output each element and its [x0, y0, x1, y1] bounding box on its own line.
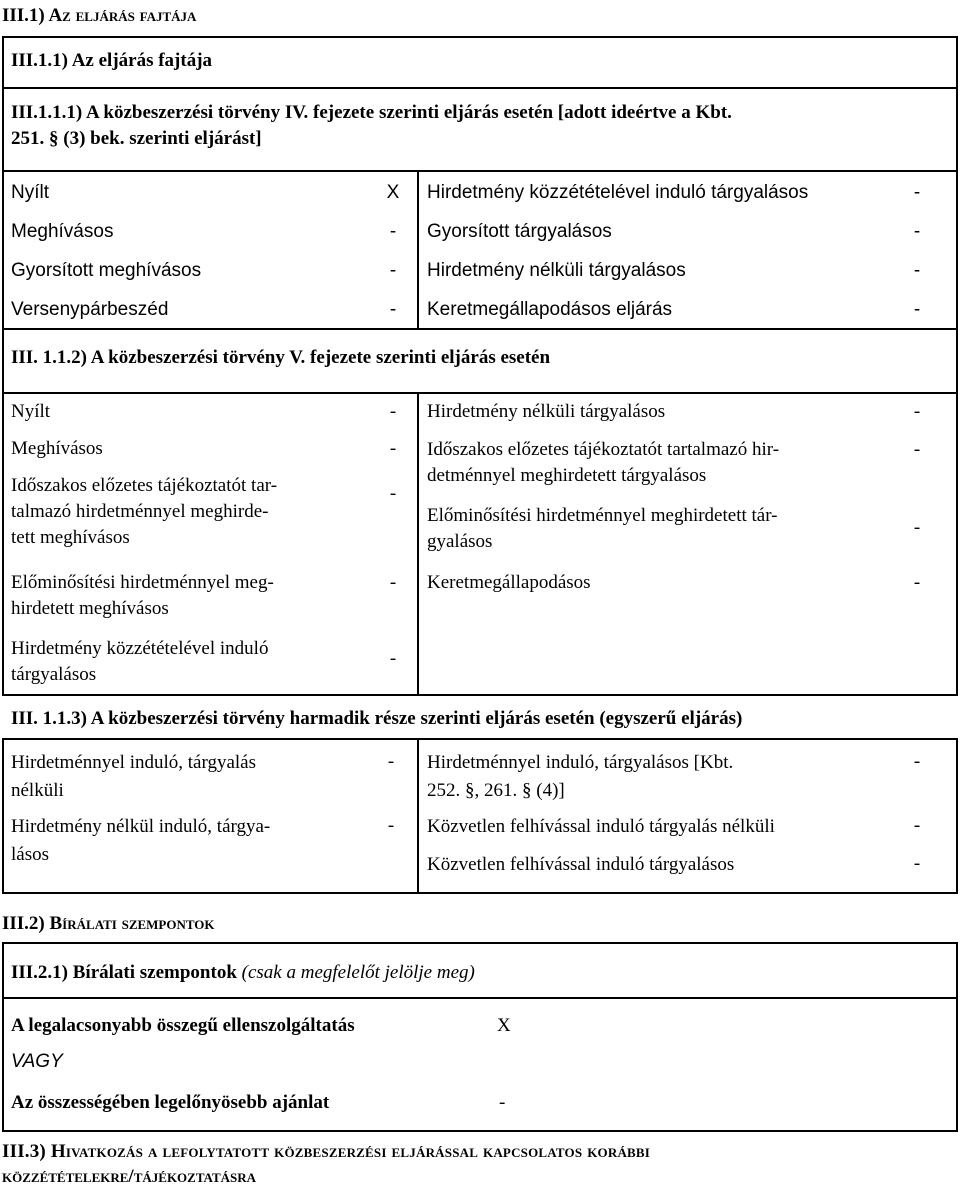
- h3-right-label-2: Közvetlen felhívással induló tárgyalásos: [427, 854, 735, 875]
- criterion-lowest-price-value: X: [497, 1015, 511, 1036]
- v-left-label-3: Előminősítési hirdetménnyel meg- hirdetett meghívásos: [11, 572, 274, 619]
- iv-left-value-2: -: [389, 260, 397, 281]
- iv-right-label-1: Gyorsított tárgyalásos: [427, 221, 612, 242]
- iv-left-value-1: -: [389, 221, 397, 242]
- v-right-label-1: Időszakos előzetes tájékoztatót tartalmazó hir- detménnyel meghirdetett tárgyalásos: [427, 439, 780, 486]
- iv-right-label-3: Keretmegállapodásos eljárás: [427, 299, 673, 320]
- h3-left-label-0: Hirdetménnyel induló, tárgyalás nélküli: [11, 752, 257, 801]
- subsection-title-iii-1-1: III.1.1) Az eljárás fajtája: [11, 50, 213, 71]
- divider: [417, 170, 419, 330]
- v-right-value-2: -: [913, 517, 921, 538]
- iv-right-value-3: -: [913, 299, 921, 320]
- h3-left-label-1: Hirdetmény nélkül induló, tárgya- lásos: [11, 816, 271, 865]
- subsection-title-iii-2-1: III.2.1) Bírálati szempontok (csak a megfelelőt jelölje meg): [11, 962, 475, 983]
- h3-right-label-1: Közvetlen felhívással induló tárgyalás nélküli: [427, 816, 775, 837]
- v-left-label-2: Időszakos előzetes tájékoztatót tar- talmazó hirdetménnyel meghirde- tett meghívásos: [11, 475, 278, 548]
- h3-right-value-2: -: [913, 853, 921, 874]
- section-heading-iii-2: III.2) Bírálati szempontok: [2, 913, 215, 934]
- iv-left-value-3: -: [389, 299, 397, 320]
- v-left-value-2: -: [389, 483, 397, 504]
- v-right-label-2: Előminősítési hirdetménnyel meghirdetett tár- gyalásos: [427, 505, 778, 552]
- v-right-label-3: Keretmegállapodásos: [427, 572, 591, 593]
- v-right-value-3: -: [913, 572, 921, 593]
- criterion-best-value-value: -: [499, 1092, 506, 1113]
- subsection-title-iii-1-1-2: III. 1.1.2) A közbeszerzési törvény V. fejezete szerinti eljárás esetén: [11, 347, 551, 368]
- v-right-value-1: -: [913, 439, 921, 460]
- iv-left-label-0: Nyílt: [11, 182, 49, 203]
- v-left-value-1: -: [389, 438, 397, 459]
- h3-left-value-1: -: [387, 815, 395, 836]
- divider: [2, 87, 958, 89]
- iv-right-value-1: -: [913, 221, 921, 242]
- iv-right-value-0: -: [913, 182, 921, 203]
- iv-right-label-0: Hirdetmény közzétételével induló tárgyalásos: [427, 182, 809, 203]
- v-right-value-0: -: [913, 401, 921, 422]
- v-left-value-0: -: [389, 401, 397, 422]
- iv-left-label-3: Versenypárbeszéd: [11, 299, 169, 320]
- v-left-label-1: Meghívásos: [11, 438, 103, 459]
- h3-right-value-1: -: [913, 815, 921, 836]
- section-heading-iii-3: III.3) Hivatkozás a lefolytatott közbeszerzési eljárással kapcsolatos korábbi közzétételekre/tájékoztatásra: [2, 1141, 651, 1187]
- subsection-title-iii-1-1-1: III.1.1.1) A közbeszerzési törvény IV. fejezete szerinti eljárás esetén [adott ideértve a Kbt. 251. § (3) bek. szerinti eljárást]: [11, 102, 732, 149]
- divider: [2, 997, 958, 999]
- divider: [417, 392, 419, 696]
- iv-left-value-0: X: [386, 182, 400, 203]
- iv-left-label-2: Gyorsított meghívásos: [11, 260, 202, 281]
- v-right-label-0: Hirdetmény nélküli tárgyalásos: [427, 401, 666, 422]
- iv-right-label-2: Hirdetmény nélküli tárgyalásos: [427, 260, 686, 281]
- h3-right-value-0: -: [913, 751, 921, 772]
- h3-left-value-0: -: [387, 751, 395, 772]
- subsection-title-iii-1-1-3: III. 1.1.3) A közbeszerzési törvény harmadik része szerinti eljárás esetén (egyszerű eljárás): [11, 708, 743, 729]
- criterion-best-value-label: Az összességében legelőnyösebb ajánlat: [11, 1092, 330, 1113]
- v-left-label-0: Nyílt: [11, 401, 51, 422]
- iv-left-label-1: Meghívásos: [11, 221, 114, 242]
- section-heading-iii-1: III.1) Az eljárás fajtája: [2, 5, 197, 26]
- v-left-label-4: Hirdetmény közzétételével induló tárgyalásos: [11, 638, 269, 685]
- iv-right-value-2: -: [913, 260, 921, 281]
- v-left-value-3: -: [389, 572, 397, 593]
- divider: [417, 738, 419, 894]
- criterion-lowest-price-label: A legalacsonyabb összegű ellenszolgáltatás: [11, 1015, 355, 1036]
- h3-right-label-0: Hirdetménnyel induló, tárgyalásos [Kbt. 252. §, 261. § (4)]: [427, 752, 734, 801]
- v-left-value-4: -: [389, 648, 397, 669]
- or-separator: VAGY: [11, 1051, 63, 1072]
